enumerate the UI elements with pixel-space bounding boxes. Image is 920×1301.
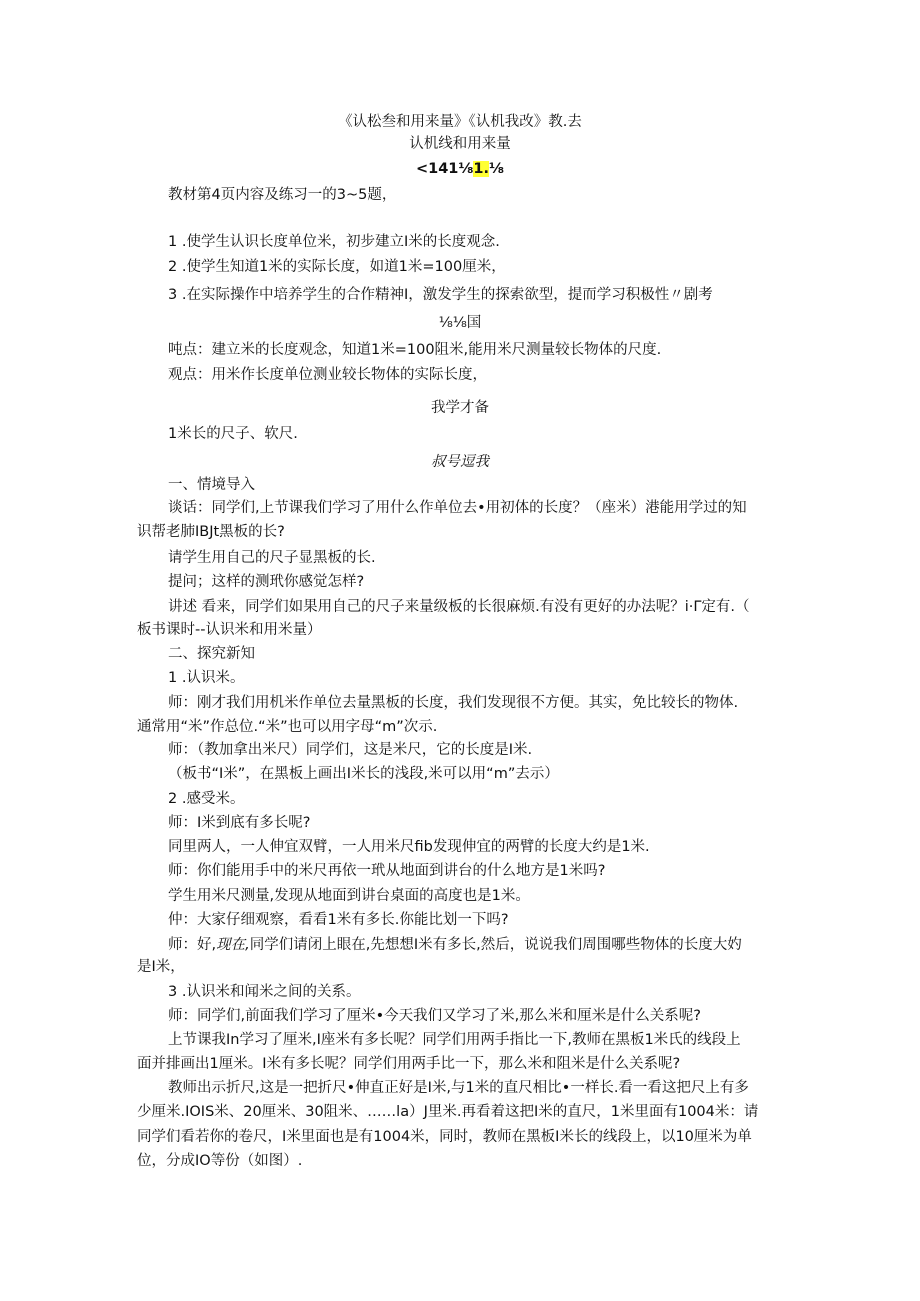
key-point: 吨点：建立米的长度观念，知道1米=100阻米,能用米尺测量较长物体的尺度. xyxy=(168,342,662,358)
paragraph-line: 请学生用自己的尺子显黑板的长. xyxy=(168,550,376,566)
paragraph-line: 师：同学们,前面我们学习了厘米•今天我们又学习了米,那么米和厘米是什么关系呢? xyxy=(168,1008,701,1024)
italic-segment: 现在, xyxy=(216,937,250,953)
paragraph-line: 学生用米尺测量,发现从地面到讲台桌面的高度也是1米。 xyxy=(168,888,530,904)
subsection-heading: 2 .感受米。 xyxy=(168,791,245,807)
document-subtitle: 认机线和用来量 xyxy=(409,136,511,152)
document-title: 《认松叁和用来量》《认机我改》教.去 xyxy=(338,114,582,130)
heading-key-points: ⅛⅛国 xyxy=(438,315,482,331)
preparation: 1米长的尺子、软尺. xyxy=(168,426,298,442)
objective-1: 1 .使学生认识长度单位米，初步建立I米的长度观念. xyxy=(168,234,500,250)
teaching-material: 教材第4页内容及练习一的3~5题， xyxy=(168,187,397,203)
paragraph-line: 识帮老肺IBJt黑板的长? xyxy=(137,524,285,540)
period-code xyxy=(0,159,920,179)
paragraph-line: 仲：大家仔细观察，看看1米有多长.你能比划一下吗? xyxy=(168,912,509,928)
paragraph-line: （板书“I米”，在黑板上画出I米长的浅段,米可以用“m”去示） xyxy=(168,766,559,782)
paragraph-line xyxy=(168,935,742,955)
period-code-post: ⅛ xyxy=(489,161,505,177)
paragraph-line: 谈话：同学们,上节课我们学习了用什么作单位去•用初体的长度？（座米）港能用学过的知 xyxy=(168,500,747,516)
paragraph-line: 师：你们能用手中的米尺再依一玳从地面到讲台的什么地方是1米吗? xyxy=(168,863,606,879)
paragraph-line: 教师出示折尺,这是一把折尺•伸直正好是I米,与1米的直尺相比•一样长.看一看这把尺上有多 xyxy=(168,1080,749,1096)
paragraph-line: 师：刚才我们用机米作单位去量黑板的长度，我们发现很不方便。其实，免比较长的物体. xyxy=(168,695,739,711)
paragraph-line: 上节课我In学习了厘米,I座米有多长呢？同学们用两手指比一下,教师在黑板1米氏的线段上 xyxy=(168,1032,741,1048)
subsection-heading: 1 .认识米。 xyxy=(168,670,245,686)
section-explore: 二、探究新知 xyxy=(168,646,255,662)
difficulty-point: 观点：用米作长度单位测业较长物体的实际长度， xyxy=(168,367,487,383)
line-segment: 师：好, xyxy=(168,937,217,953)
section-intro: 一、情境导入 xyxy=(168,477,255,493)
paragraph-line: 同里两人，一人伸宜双臂，一人用米尺fib发现伸宜的两臂的长度大约是1米. xyxy=(168,839,650,855)
objective-2: 2 .使学生知道1米的实际长度，如道1米=100厘米， xyxy=(168,259,506,275)
paragraph-line: 位，分成IO等份（如图）. xyxy=(137,1153,303,1169)
paragraph-line: 少厘米.IOIS米、20厘米、30阻米、……la）J里米.再看着这把I米的直尺，1米里面有1004米：请 xyxy=(137,1104,759,1120)
line-segment: 同学们请闭上眼在,先想想I米有多长,然后，说说我们周围哪些物体的长度大妁 xyxy=(249,937,742,953)
paragraph-line: 是I米， xyxy=(137,959,185,975)
subsection-heading: 3 .认识米和闻米之间的关系。 xyxy=(168,984,361,1000)
paragraph-line: 通常用“米”作总位.“米”也可以用字母“m”次示. xyxy=(137,719,438,735)
paragraph-line: 讲述 看来，同学们如果用自己的尺子来量级板的长很麻烦.有没有更好的办法呢？i·Γ定有.（ xyxy=(168,599,750,615)
period-code-highlight: 1. xyxy=(473,161,490,177)
paragraph-line: 师：（教加拿出米尺）同学们，这是米尺，它的长度是I米. xyxy=(168,742,533,758)
heading-preparation: 我学才备 xyxy=(431,400,489,416)
paragraph-line: 师：I米到底有多长呢? xyxy=(168,815,311,831)
paragraph-line: 提问；这样的测玳你感觉怎样? xyxy=(168,574,365,590)
paragraph-line: 板书课时--认识米和用米量） xyxy=(137,622,322,638)
objective-3: 3 .在实际操作中培养学生的合作精神I，激发学生的探索欲型，提而学习积极性〃剧考 xyxy=(168,287,713,303)
paragraph-line: 同学们看若你的卷尺，I米里面也是有1004米，同时，教师在黑板I米长的线段上，以10厘米为单 xyxy=(137,1129,752,1145)
period-code-pre: <141⅛ xyxy=(415,161,474,177)
paragraph-line: 面并排画出1厘米。I米有多长呢？同学们用两手比一下，那么米和阻米是什么关系呢? xyxy=(137,1056,681,1072)
heading-process: 叔号逗我 xyxy=(431,454,489,470)
